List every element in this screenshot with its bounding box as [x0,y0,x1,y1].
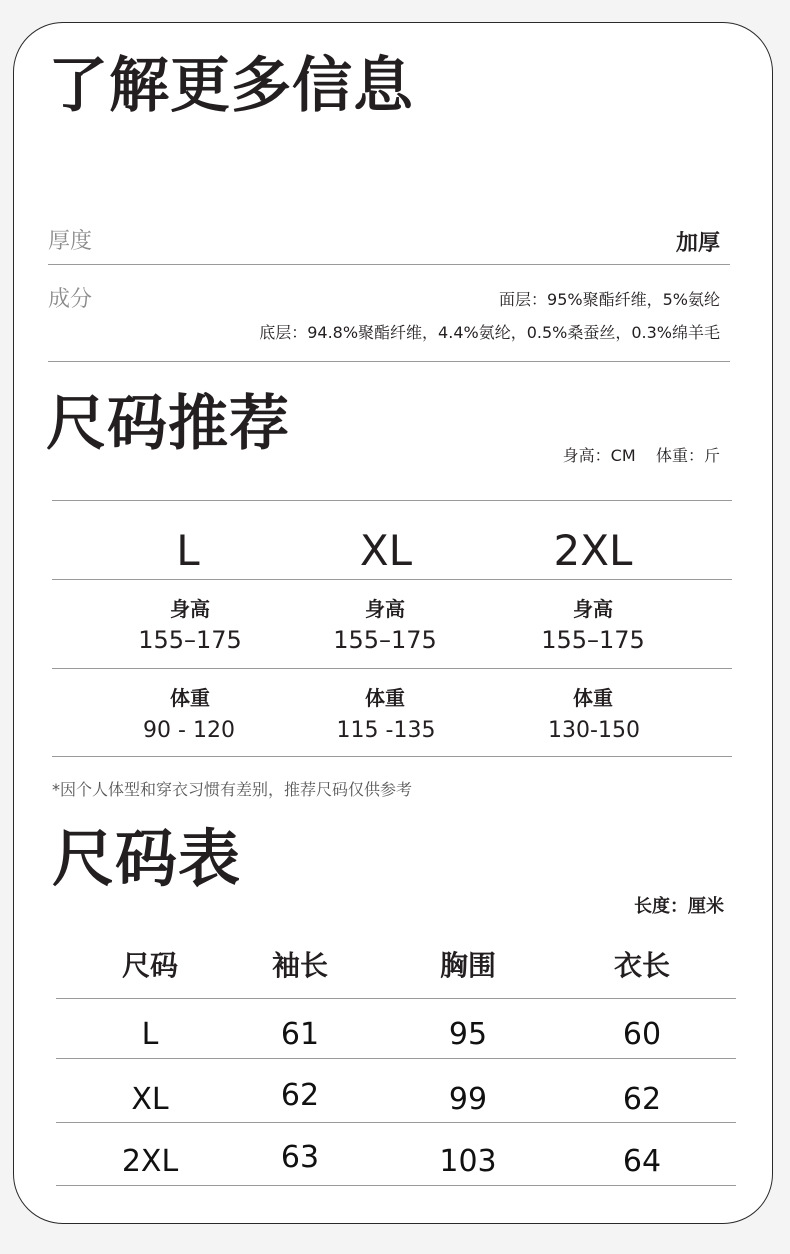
divider [52,579,732,580]
divider [52,500,732,501]
table-cell: L [141,1017,159,1052]
table-header-size: 尺码 [121,949,179,982]
recommend-title: 尺码推荐 [46,389,290,459]
length-unit-note: 长度：厘米 [634,896,724,917]
height-label: 身高 [573,597,613,621]
table-cell: 103 [439,1144,497,1179]
weight-range: 90 - 120 [143,718,235,743]
weight-label: 体重 [365,686,405,710]
disclaimer: *因个人体型和穿衣习惯有差别，推荐尺码仅供参考 [52,780,413,799]
size-label-2xl: 2XL [553,526,633,575]
divider [52,668,732,669]
composition-label: 成分 [48,287,93,312]
composition-face: 面层：95%聚酯纤维，5%氨纶 [499,290,720,309]
units-note: 身高：CM 体重：斤 [562,446,720,465]
divider [48,264,730,265]
divider [56,1058,736,1059]
table-cell: 2XL [121,1144,179,1179]
divider [56,1122,736,1123]
composition-base: 底层：94.8%聚酯纤维，4.4%氨纶，0.5%桑蚕丝，0.3%绵羊毛 [259,323,720,342]
divider [56,1185,736,1186]
weight-label: 体重 [170,686,210,710]
height-label: 身高 [365,597,405,621]
table-cell: 60 [622,1017,662,1052]
table-cell: XL [131,1082,169,1117]
divider [56,998,736,999]
height-range: 155–175 [138,626,242,654]
table-header-chest: 胸围 [439,949,497,982]
info-title: 了解更多信息 [48,51,414,121]
table-header-length: 衣长 [613,949,671,982]
table-cell: 95 [448,1017,488,1052]
table-cell: 64 [622,1144,662,1179]
table-cell: 62 [622,1082,662,1117]
table-cell: 63 [280,1140,320,1175]
table-cell: 99 [448,1082,488,1117]
thickness-value: 加厚 [675,231,720,256]
size-label-l: L [176,526,200,575]
weight-range: 115 -135 [336,718,436,743]
thickness-label: 厚度 [48,229,93,254]
divider [52,756,732,757]
table-cell: 62 [280,1078,320,1113]
size-chart-title: 尺码表 [52,822,242,895]
table-cell: 61 [280,1017,320,1052]
size-label-xl: XL [359,526,413,575]
divider [48,361,730,362]
height-range: 155–175 [333,626,437,654]
height-label: 身高 [170,597,210,621]
height-range: 155–175 [541,626,645,654]
weight-range: 130-150 [548,718,640,743]
weight-label: 体重 [573,686,613,710]
table-header-sleeve: 袖长 [271,949,329,982]
